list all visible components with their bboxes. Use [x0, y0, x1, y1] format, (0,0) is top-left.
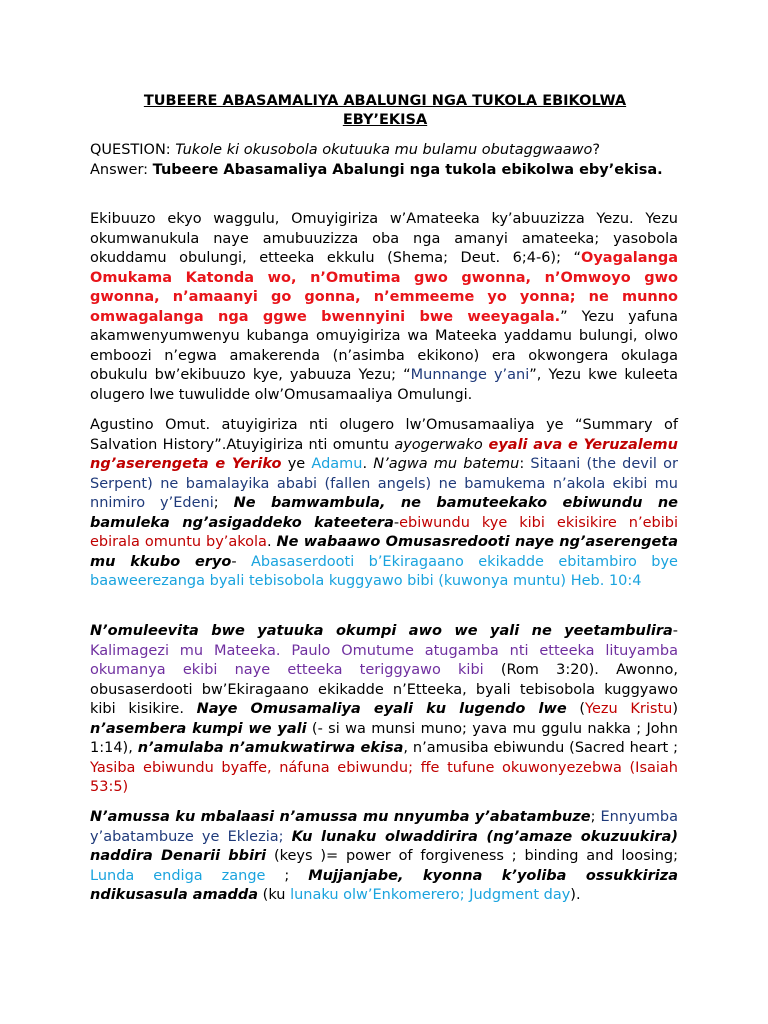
- p1-question-quote: Munnange y’ani: [410, 367, 530, 383]
- question-label: QUESTION:: [90, 142, 176, 158]
- p3-text-3: , n’amusiba ebiwundu (Sacred heart ;: [403, 740, 679, 756]
- p2-old-covenant: Abasaserdooti b’Ekiragaano ekikadde ebitambiro bye baaweerezanga byali tebisobola kuggyawo bibi (kuwonya muntu) Heb. 10:4: [90, 553, 678, 589]
- p4-sep-3: ;: [265, 867, 309, 884]
- p2-sep-3: ;: [213, 495, 234, 511]
- title-line-2: EBY’EKISA: [342, 112, 428, 128]
- p3-levite: N’omuleevita bwe yatuuka okumpi awo we yali ne yeetambulira: [90, 623, 673, 639]
- p4-feed-sheep: Lunda endiga zange: [90, 867, 266, 884]
- p2-stripped: Ne bamwambula, ne bamuteekako ebiwundu ne bamuleka ng’asigaddeko kateetera: [90, 495, 678, 531]
- p2-adamu: Adamu: [311, 456, 363, 472]
- paragraph-3: [90, 622, 678, 798]
- p4-church: Ennyumba y’abatambuze ye Eklezia;: [90, 809, 678, 845]
- p2-wounds: ebiwundu kye kibi ekisikire n’ebibi ebirala omuntu by’akola: [90, 514, 678, 550]
- p2-satan: Sitaani (the devil or Serpent) ne bamalayika ababi (fallen angels) ne bamukema n’akola ekibi mu nnimiro y’Edeni: [90, 456, 678, 511]
- p2-sep-1: .: [362, 456, 374, 472]
- p3-samaritan: Naye Omusamaliya eyali ku lugendo lwe: [196, 701, 567, 717]
- p4-keys: (keys )= power of forgiveness ; binding and loosing;: [266, 848, 678, 864]
- p2-sep-6: -: [231, 553, 251, 570]
- question-text: Tukole ki okusobola okutuuka mu bulamu obutaggwaawo: [175, 142, 593, 158]
- document-title: [90, 92, 680, 130]
- p4-inn: N’amussa ku mbalaasi n’amussa mu nnyumba y’abatambuze: [90, 809, 591, 825]
- p2-priest: Ne wabaawo Omusasredooti naye ng’aserengeta mu kkubo eryo: [90, 534, 678, 570]
- p2-sep-2: :: [519, 456, 531, 472]
- answer-text: Tubeere Abasamaliya Abalungi nga tukola ebikolwa eby’ekisa.: [152, 161, 663, 178]
- p3-came-near: n’asembera kumpi we yali: [90, 720, 307, 737]
- p2-robbers: N’agwa mu batemu: [373, 456, 520, 472]
- paragraph-2: [90, 416, 678, 592]
- p3-sep-2: (: [566, 701, 586, 717]
- p4-sep-1: ;: [590, 809, 601, 825]
- question-answer-block: [90, 141, 678, 180]
- p1-text-3: ”, Yezu kwe kuleeta olugero lwe tuwulidde olw’Omusamaaliya Omulungi.: [90, 367, 678, 403]
- p3-jesus-christ: Yezu Kristu: [585, 701, 673, 717]
- p3-sep-3: ): [672, 701, 678, 717]
- p3-compassion: n’amulaba n’amukwatirwa ekisa: [137, 740, 404, 756]
- p4-judgment-day: lunaku olw’Enkomerero; Judgment day: [290, 887, 571, 903]
- p3-text-1: (Rom 3:20). Awonno, obusaserdooti bw’Ekiragaano ekikadde n’Etteeka, byali tebisobola kuggyawo kibi kisikire.: [90, 662, 679, 717]
- p4-sep-2: [284, 829, 292, 845]
- paragraph-4: [90, 808, 678, 906]
- p2-jerusalem-jericho: eyali ava e Yeruzalemu ng’aserengeta e Yeriko: [90, 436, 678, 472]
- answer-label: Answer:: [90, 161, 153, 178]
- p4-sep-4: (ku: [258, 887, 291, 903]
- paragraph-1: [90, 210, 678, 405]
- p3-sep-1: -: [672, 623, 678, 639]
- p4-repay: Mujjanjabe, kyonna k’yoliba ossukkiriza ndikusasula amadda: [90, 867, 678, 903]
- question-mark: ?: [592, 142, 601, 158]
- title-line-1: TUBEERE ABASAMALIYA ABALUNGI NGA TUKOLA EBIKOLWA: [143, 93, 627, 109]
- p3-text-2: (- si wa munsi muno; yava mu ggulu nakka ; John 1:14),: [90, 720, 678, 756]
- p3-isaiah: Yasiba ebiwundu byaffe, náfuna ebiwundu; ffe tufune okuwonyezebwa (Isaiah 53:5): [90, 759, 678, 795]
- p1-text-2: ” Yezu yafuna akamwenyumwenyu kubanga omuyigiriza wa Mateeka yaddamu bulungi, olwo emboozi n’egwa amakerenda (n’asimba ekikono) era okwongera okulaga obukulu bw’ekibuuzo kye, yabuuza Yezu; “: [90, 308, 678, 383]
- p4-end: ).: [570, 887, 581, 903]
- p2-text-1: Agustino Omut. atuyigiriza nti olugero lw’Omusamaaliya ye “Summary of Salvation History”.Atuyigiriza nti omuntu: [90, 417, 678, 453]
- p2-sep-4: -: [393, 514, 400, 531]
- p1-text-1: Ekibuuzo ekyo waggulu, Omuyigiriza w’Amateeka ky’abuuzizza Yezu. Yezu okumwanukula naye amubuuzizza oba nga amanyi amateeka; yasobola okuddamu obulungi, etteeka ekkulu (Shema; Deut. 6;4-6); “: [90, 211, 678, 266]
- p2-ye: ye: [281, 456, 312, 472]
- p3-law: Kalimagezi mu Mateeka. Paulo Omutume atugamba nti etteeka lituyamba okumanya ekibi naye etteeka teriggyawo kibi: [90, 642, 678, 678]
- p2-ayogerwako: ayogerwako: [394, 436, 483, 453]
- p2-sep-5: .: [266, 534, 277, 550]
- p1-shema-quote: Oyagalanga Omukama Katonda wo, n’Omutima gwo gwonna, n’Omwoyo gwo gwonna, n’amaanyi go gonna, n’emmeeme yo yonna; ne munno omwagalanga nga ggwe bwennyini bwe weeyagala.: [90, 250, 678, 325]
- p4-denarii: Ku lunaku olwaddirira (ng’amaze okuzuukira) naddira Denarii bbiri: [90, 828, 678, 864]
